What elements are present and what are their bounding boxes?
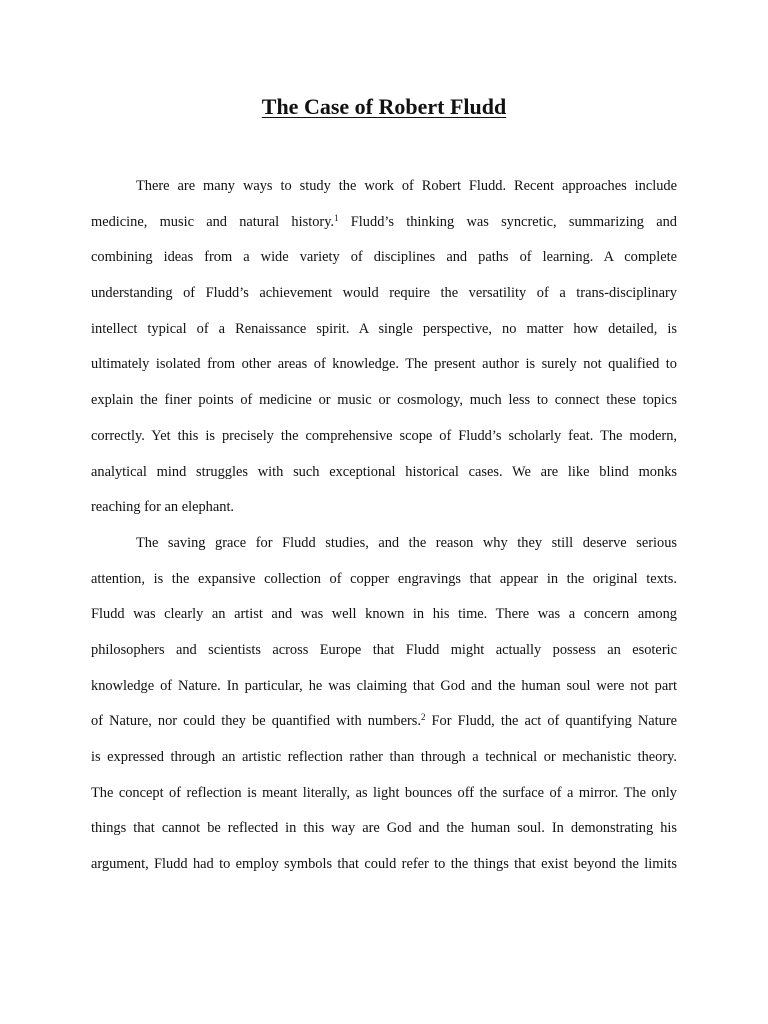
paragraph-1-line-5: intellect typical of a Renaissance spirit. A single perspective, no matter how detailed, is <box>91 320 677 337</box>
footnote-reference-1: 1 <box>334 212 339 223</box>
document-title <box>0 92 768 122</box>
paragraph-2 <box>91 529 677 886</box>
paragraph-2-line-1: The saving grace for Fludd studies, and the reason why they still deserve serious <box>136 534 677 551</box>
paragraph-1-line-7: explain the finer points of medicine or music or cosmology, much less to connect these topics <box>91 392 677 409</box>
paragraph-2-line-6-text-b: For Fludd, the act of quantifying Nature <box>425 713 677 730</box>
paragraph-2-line-9: things that cannot be reflected in this way are God and the human soul. In demonstrating his <box>91 820 677 837</box>
paragraph-1-line-2 <box>91 208 677 244</box>
paragraph-2-line-6 <box>91 707 677 743</box>
paragraph-1-line-2-text-a: medicine, music and natural history. <box>91 213 335 230</box>
paragraph-1-line-9: analytical mind struggles with such exceptional historical cases. We are like blind monks <box>91 463 677 480</box>
paragraph-1 <box>91 172 677 529</box>
paragraph-1-line-8: correctly. Yet this is precisely the comprehensive scope of Fludd’s scholarly feat. The modern, <box>91 427 677 444</box>
paragraph-2-line-8: The concept of reflection is meant literally, as light bounces off the surface of a mirror. The only <box>91 784 677 801</box>
paragraph-2-line-4: philosophers and scientists across Europe that Fludd might actually possess an esoteric <box>91 641 677 658</box>
paragraph-1-line-6: ultimately isolated from other areas of knowledge. The present author is surely not qualified to <box>91 356 677 373</box>
paragraph-2-line-3: Fludd was clearly an artist and was well known in his time. There was a concern among <box>91 606 677 623</box>
document-body <box>91 172 677 886</box>
paragraph-1-line-2-text-b: Fludd’s thinking was syncretic, summarizing and <box>338 213 678 230</box>
paragraph-1-line-4: understanding of Fludd’s achievement would require the versatility of a trans-disciplinary <box>91 285 677 302</box>
paragraph-1-line-10: reaching for an elephant. <box>91 499 235 516</box>
paragraph-2-line-6-text-a: of Nature, nor could they be quantified with numbers. <box>91 713 421 730</box>
footnote-reference-2: 2 <box>420 712 426 723</box>
paragraph-1-line-3: combining ideas from a wide variety of disciplines and paths of learning. A complete <box>91 249 677 266</box>
paragraph-2-line-10: argument, Fludd had to employ symbols that could refer to the things that exist beyond the limits <box>91 856 677 873</box>
paragraph-2-line-7: is expressed through an artistic reflection rather than through a technical or mechanistic theory. <box>91 749 677 765</box>
document-title-text: The Case of Robert Fludd <box>261 94 507 119</box>
paragraph-2-line-5: knowledge of Nature. In particular, he was claiming that God and the human soul were not part <box>91 677 677 694</box>
paragraph-2-line-2: attention, is the expansive collection of copper engravings that appear in the original texts. <box>91 570 677 587</box>
paragraph-1-line-1: There are many ways to study the work of Robert Fludd. Recent approaches include <box>136 178 677 194</box>
